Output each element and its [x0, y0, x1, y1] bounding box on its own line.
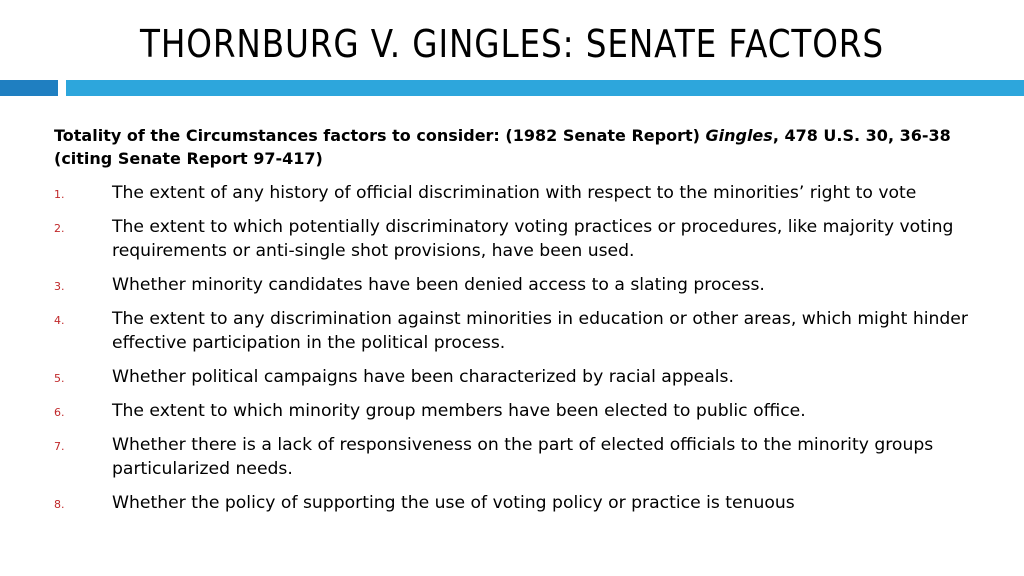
factor-number: 4. — [54, 314, 65, 327]
factor-item — [54, 181, 984, 205]
factor-text: Whether there is a lack of responsiveness on the part of elected officials to the minority groups particularized needs. — [112, 435, 934, 479]
intro-case-name: Gingles — [705, 126, 773, 145]
factor-number: 5. — [54, 372, 65, 385]
intro-part2: , 478 U.S. 30, 36-38 (citing Senate Report 97-417) — [54, 126, 951, 168]
factor-text: Whether political campaigns have been characterized by racial appeals. — [112, 367, 734, 387]
intro-part1: Totality of the Circumstances factors to consider: (1982 Senate Report) — [54, 126, 706, 145]
factor-item — [54, 399, 984, 423]
factor-item — [54, 365, 984, 389]
intro-text — [54, 124, 954, 170]
slide-title: THORNBURG V. GINGLES: SENATE FACTORS — [140, 22, 884, 66]
factor-text: The extent to any discrimination against minorities in education or other areas, which might hinder effective participation in the political process. — [112, 309, 968, 353]
factor-text: The extent of any history of official discrimination with respect to the minorities’ right to vote — [112, 183, 917, 203]
factor-number: 1. — [54, 188, 65, 201]
factor-text: Whether minority candidates have been denied access to a slating process. — [112, 275, 765, 295]
factors-list — [54, 181, 984, 525]
factor-item — [54, 273, 984, 297]
factor-text: The extent to which potentially discriminatory voting practices or procedures, like majority voting requirements or anti-single shot provisions, have been used. — [112, 217, 954, 261]
factor-number: 6. — [54, 406, 65, 419]
factor-number: 3. — [54, 280, 65, 293]
factor-text: Whether the policy of supporting the use of voting policy or practice is tenuous — [112, 493, 795, 513]
factor-number: 7. — [54, 440, 65, 453]
title-rule-right — [66, 80, 1024, 96]
factor-number: 8. — [54, 498, 65, 511]
factor-item — [54, 215, 984, 263]
factor-text: The extent to which minority group members have been elected to public office. — [112, 401, 806, 421]
title-rule-left — [0, 80, 58, 96]
factor-item — [54, 433, 984, 481]
factor-number: 2. — [54, 222, 65, 235]
factor-item — [54, 491, 984, 515]
factor-item — [54, 307, 984, 355]
